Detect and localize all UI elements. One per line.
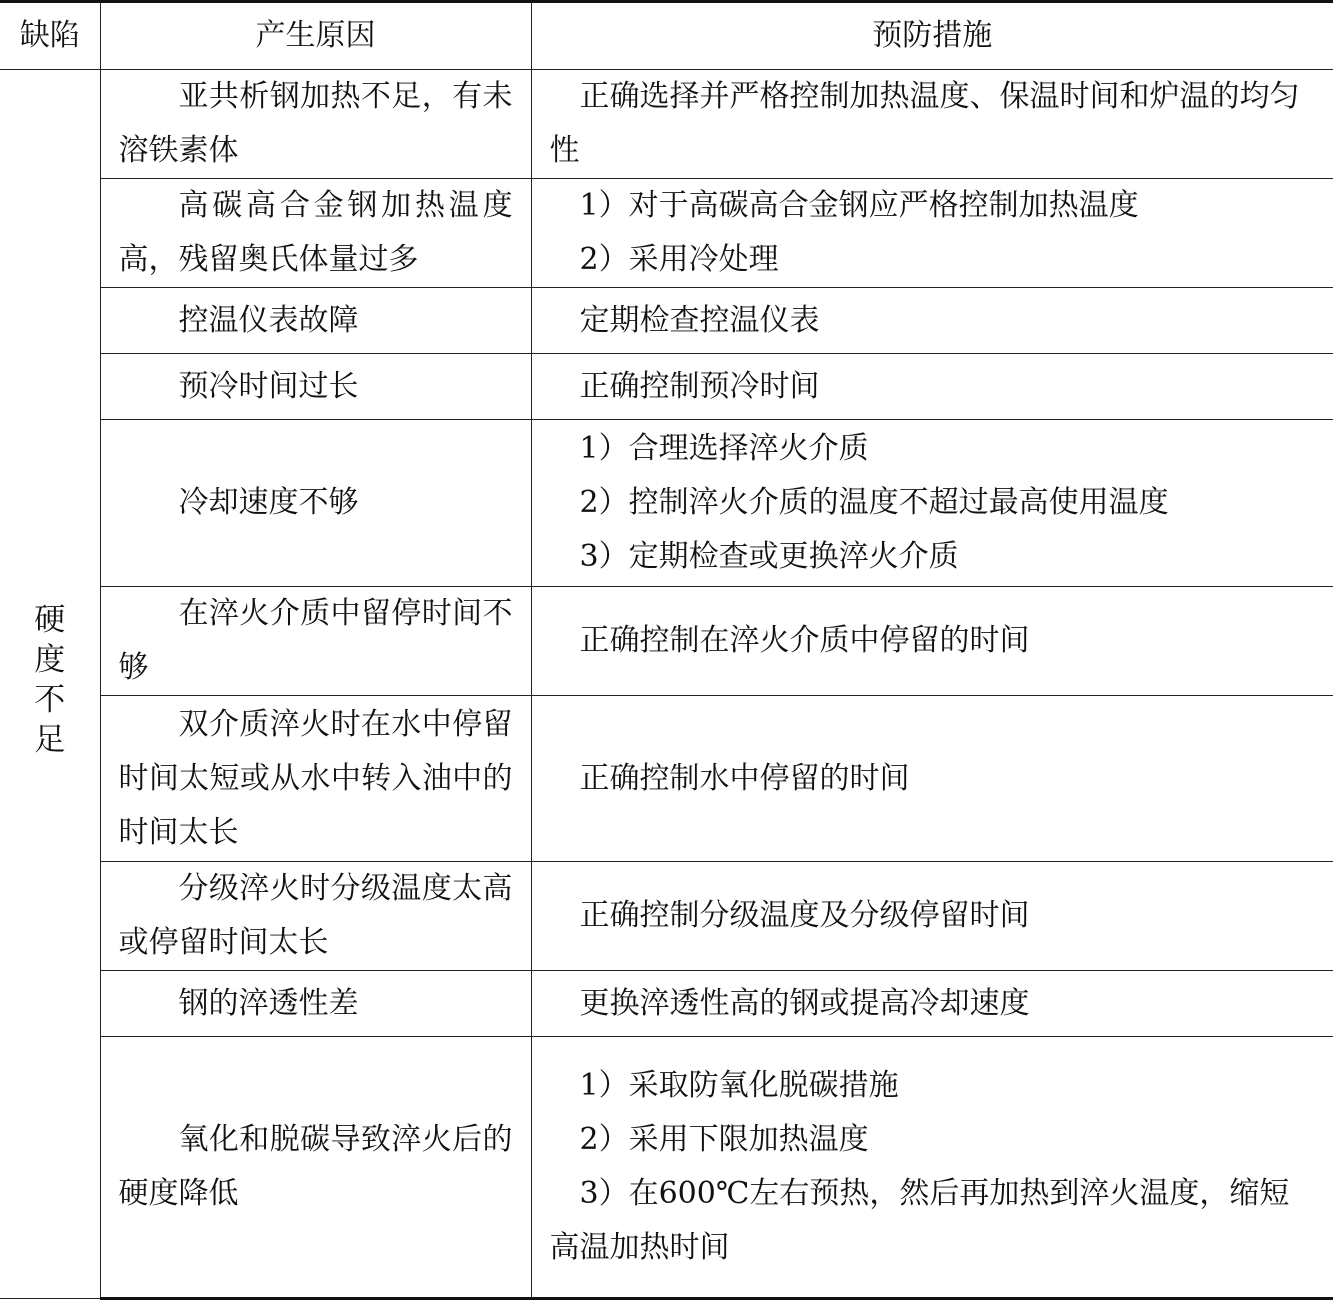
measure-cell [531,1037,1333,1299]
table-row [0,179,1333,288]
cause-text: 在淬火介质中留停时间不够 [118,596,513,685]
table-row [0,862,1333,971]
cause-cell [100,862,531,971]
cause-cell [100,971,531,1037]
cause-text: 分级淬火时分级温度太高或停留时间太长 [118,871,513,960]
cause-text: 控温仪表故障 [178,302,359,338]
cause-text: 预冷时间过长 [178,368,359,404]
cause-cell [100,354,531,420]
measure-cell [531,354,1333,420]
measure-cell [531,420,1333,587]
header-row [0,2,1333,70]
header-measure: 预防措施 [531,2,1333,70]
measure-text: 3）在600℃左右预热，然后再加热到淬火温度，缩短高温加热时间 [549,1176,1290,1265]
table-row [0,354,1333,420]
table-row [0,420,1333,587]
cause-text: 高碳高合金钢加热温度高，残留奥氏体量过多 [118,188,513,277]
header-cause: 产生原因 [100,2,531,70]
measure-text: 1）对于高碳高合金钢应严格控制加热温度 [579,188,1139,223]
measure-text: 2）采用冷处理 [579,242,779,277]
table-row [0,971,1333,1037]
measure-text: 更换淬透性高的钢或提高冷却速度 [579,985,1030,1021]
cause-text: 钢的淬透性差 [178,985,359,1021]
measure-cell [531,696,1333,862]
measure-text: 1）采取防氧化脱碳措施 [579,1068,899,1103]
cause-text: 冷却速度不够 [178,485,359,520]
cause-text: 双介质淬火时在水中停留时间太短或从水中转入油中的时间太长 [118,706,513,850]
measure-text: 正确控制在淬火介质中停留的时间 [579,623,1030,658]
cause-cell [100,587,531,696]
table-row [0,1037,1333,1299]
cause-cell [100,179,531,288]
cause-text: 亚共析钢加热不足，有未溶铁素体 [118,79,513,168]
measure-text: 1）合理选择淬火介质 [579,431,869,466]
cause-cell [100,420,531,587]
table-row [0,696,1333,862]
measure-text: 正确控制预冷时间 [579,368,820,404]
cause-cell [100,288,531,354]
measure-text: 正确选择并严格控制加热温度、保温时间和炉温的均匀性 [549,79,1300,168]
cause-cell [100,1037,531,1299]
table-row [0,288,1333,354]
measure-cell [531,70,1333,179]
measure-text: 2）采用下限加热温度 [579,1122,869,1157]
measure-text: 正确控制分级温度及分级停留时间 [579,898,1030,933]
measure-text: 定期检查控温仪表 [579,302,820,338]
measure-text: 正确控制水中停留的时间 [579,760,910,796]
measure-text: 2）控制淬火介质的温度不超过最高使用温度 [579,485,1169,520]
measure-cell [531,288,1333,354]
defect-name: 硬度不足 [34,602,66,758]
cause-text: 氧化和脱碳导致淬火后的硬度降低 [118,1122,513,1211]
measure-cell [531,179,1333,288]
measure-cell [531,587,1333,696]
table-row [0,70,1333,179]
measure-cell [531,862,1333,971]
table-row [0,587,1333,696]
measure-text: 3）定期检查或更换淬火介质 [579,539,959,574]
cause-cell [100,70,531,179]
measure-cell [531,971,1333,1037]
cause-cell [100,696,531,862]
header-defect: 缺陷 [0,2,100,70]
defect-name-cell [0,70,100,1299]
